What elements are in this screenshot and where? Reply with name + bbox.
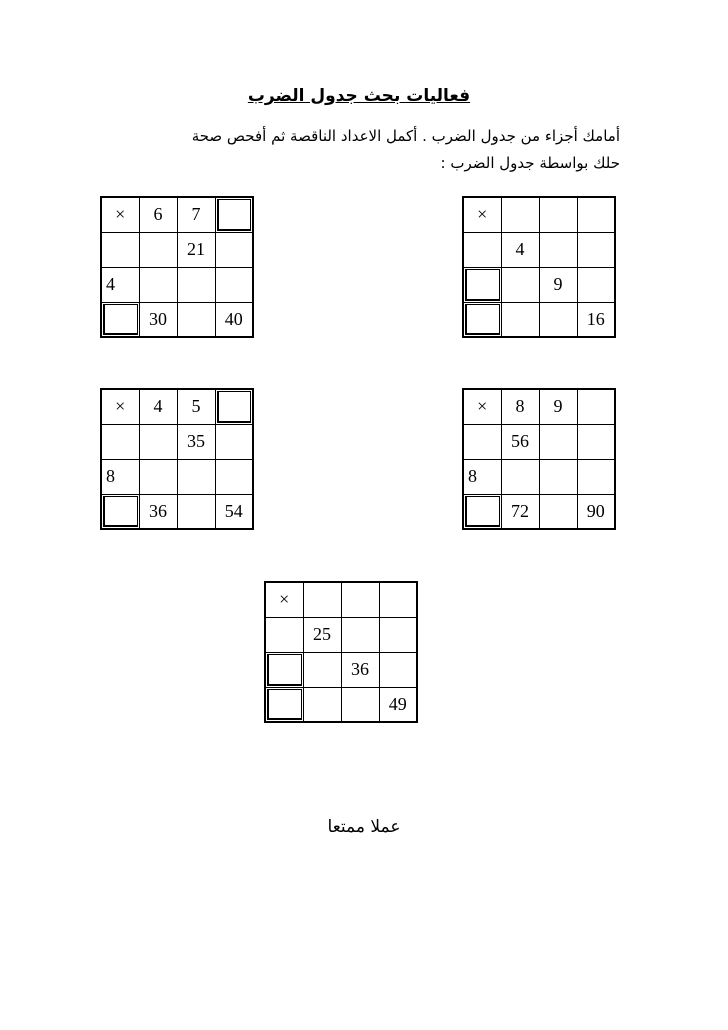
grid-row (265, 652, 417, 687)
grid-cell[interactable] (463, 424, 501, 459)
grid-row (463, 424, 615, 459)
grid-header-row (463, 389, 615, 424)
grid-cell[interactable]: 30 (139, 302, 177, 337)
grid-header-row (265, 582, 417, 617)
grid-cell[interactable]: 49 (379, 687, 417, 722)
grid-row (463, 232, 615, 267)
grid-cell[interactable] (341, 582, 379, 617)
times-symbol: × (101, 389, 139, 424)
grid-cell[interactable] (177, 302, 215, 337)
grid-cell[interactable]: 8 (463, 459, 501, 494)
grid-row (101, 494, 253, 529)
multiplication-grid-4 (462, 388, 616, 530)
grid-row (463, 267, 615, 302)
grid-cell[interactable] (139, 267, 177, 302)
grid-cell[interactable] (577, 389, 615, 424)
grid-cell[interactable] (303, 687, 341, 722)
grid-cell[interactable] (539, 424, 577, 459)
grid-cell[interactable] (539, 302, 577, 337)
grid-cell[interactable] (539, 494, 577, 529)
grid-cell[interactable]: 16 (577, 302, 615, 337)
grid-cell[interactable]: 40 (215, 302, 253, 337)
grid-cell[interactable]: 72 (501, 494, 539, 529)
grid-cell[interactable] (539, 197, 577, 232)
grid-cell[interactable]: 7 (177, 197, 215, 232)
grid-cell[interactable] (265, 652, 303, 687)
grid-cell[interactable] (101, 424, 139, 459)
grid-row (101, 424, 253, 459)
worksheet-title: فعاليات بحث جدول الضرب (247, 86, 471, 106)
grid-header-row (463, 197, 615, 232)
grid-cell[interactable] (215, 459, 253, 494)
grid-header-row (101, 389, 253, 424)
times-symbol: × (265, 582, 303, 617)
grid-cell[interactable] (577, 424, 615, 459)
grid-cell[interactable] (501, 197, 539, 232)
grid-cell[interactable]: 54 (215, 494, 253, 529)
grid-cell[interactable]: 36 (341, 652, 379, 687)
grid-row (101, 302, 253, 337)
grid-row (101, 232, 253, 267)
grid-cell[interactable]: 4 (101, 267, 139, 302)
grid-cell[interactable] (303, 582, 341, 617)
grid-cell[interactable] (577, 232, 615, 267)
times-symbol: × (101, 197, 139, 232)
multiplication-grid-3 (100, 388, 254, 530)
grid-cell[interactable]: 9 (539, 389, 577, 424)
grid-cell[interactable] (341, 617, 379, 652)
grid-cell[interactable] (215, 424, 253, 459)
grid-cell[interactable]: 8 (501, 389, 539, 424)
grid-cell[interactable] (139, 424, 177, 459)
grid-cell[interactable] (379, 582, 417, 617)
grid-cell[interactable] (577, 267, 615, 302)
grid-cell[interactable]: 6 (139, 197, 177, 232)
grid-cell[interactable] (139, 232, 177, 267)
grid-cell[interactable] (463, 302, 501, 337)
grid-cell[interactable] (539, 232, 577, 267)
grid-cell[interactable] (101, 302, 139, 337)
grid-cell[interactable] (501, 267, 539, 302)
grid-cell[interactable]: 90 (577, 494, 615, 529)
grid-row (463, 302, 615, 337)
grid-cell[interactable] (101, 494, 139, 529)
grid-cell[interactable] (177, 494, 215, 529)
times-symbol: × (463, 197, 501, 232)
multiplication-grid-2 (462, 196, 616, 338)
grid-row (101, 459, 253, 494)
grid-cell[interactable]: 25 (303, 617, 341, 652)
grid-cell[interactable] (341, 687, 379, 722)
grid-cell[interactable]: 9 (539, 267, 577, 302)
grid-cell[interactable] (139, 459, 177, 494)
grid-cell[interactable] (463, 267, 501, 302)
instructions-line-2: حلك بواسطة جدول الضرب : (440, 154, 620, 172)
grid-row (101, 267, 253, 302)
grid-cell[interactable] (177, 267, 215, 302)
grid-cell[interactable]: 21 (177, 232, 215, 267)
times-symbol: × (463, 389, 501, 424)
grid-cell[interactable]: 8 (101, 459, 139, 494)
grid-row (463, 494, 615, 529)
grid-cell[interactable] (177, 459, 215, 494)
grid-cell[interactable] (215, 267, 253, 302)
grid-cell[interactable] (577, 197, 615, 232)
grid-row (265, 617, 417, 652)
multiplication-grid-1 (100, 196, 254, 338)
grid-cell[interactable] (379, 652, 417, 687)
closing-message: عملا ممتعا (327, 817, 401, 837)
grid-cell[interactable] (501, 302, 539, 337)
grid-cell[interactable] (215, 232, 253, 267)
grid-cell[interactable] (215, 197, 253, 232)
grid-cell[interactable]: 5 (177, 389, 215, 424)
grid-cell[interactable]: 4 (501, 232, 539, 267)
grid-cell[interactable]: 4 (139, 389, 177, 424)
grid-cell[interactable]: 56 (501, 424, 539, 459)
grid-cell[interactable] (303, 652, 341, 687)
grid-header-row (101, 197, 253, 232)
grid-cell[interactable]: 36 (139, 494, 177, 529)
grid-cell[interactable] (215, 389, 253, 424)
grid-cell[interactable] (265, 687, 303, 722)
grid-row (463, 459, 615, 494)
instructions-line-1: أمامك أجزاء من جدول الضرب . أكمل الاعداد الناقصة ثم أفحص صحة (191, 127, 620, 145)
grid-row (265, 687, 417, 722)
grid-cell[interactable] (101, 232, 139, 267)
grid-cell[interactable] (463, 232, 501, 267)
grid-cell[interactable] (539, 459, 577, 494)
multiplication-grid-5 (264, 581, 418, 723)
grid-cell[interactable] (577, 459, 615, 494)
grid-cell[interactable] (501, 459, 539, 494)
grid-cell[interactable] (265, 617, 303, 652)
grid-cell[interactable]: 35 (177, 424, 215, 459)
grid-cell[interactable] (379, 617, 417, 652)
grid-cell[interactable] (463, 494, 501, 529)
